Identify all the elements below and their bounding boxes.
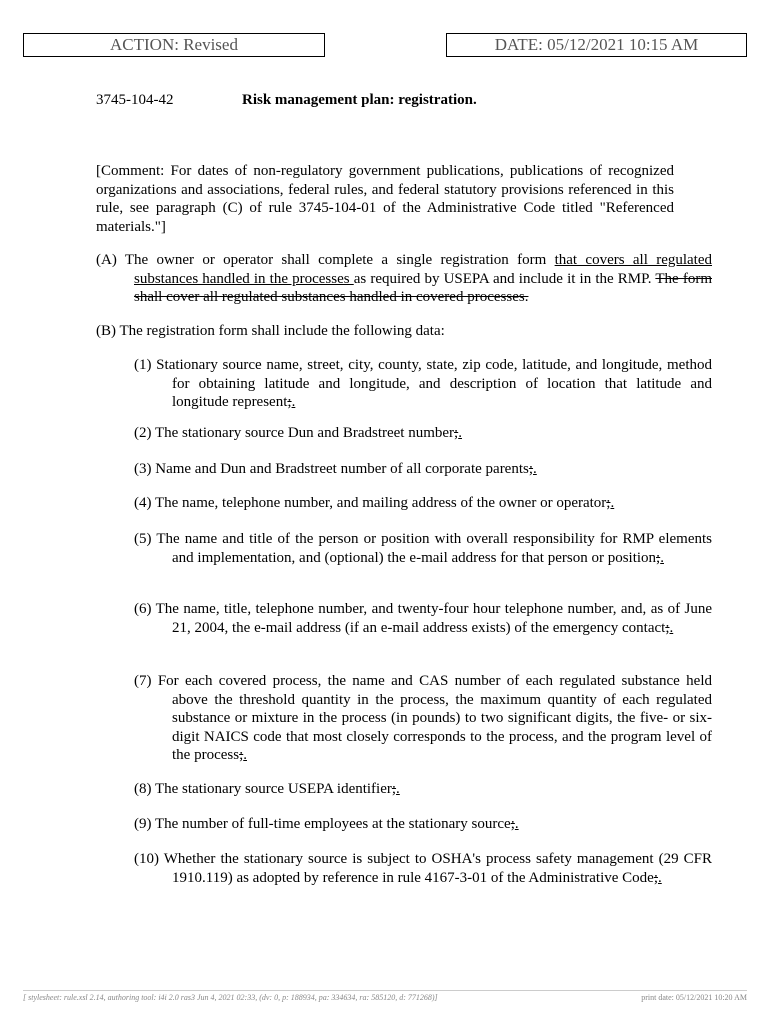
footer-stylesheet-info: [ stylesheet: rule.xsl 2.14, authoring tool: i4i 2.0 ras3 Jun 4, 2021 02:33, (dv: 0, p: 188934, pa: 334634, ra: 585120, d: 771268)] [23, 993, 438, 1002]
footer-print-date: print date: 05/12/2021 10:20 AM [641, 993, 747, 1002]
data-item [134, 600, 712, 637]
data-item-text: (3) Name and Dun and Bradstreet number of all corporate parents [134, 461, 529, 477]
deleted-punctuation: ; [606, 495, 611, 511]
inserted-punctuation: . [533, 461, 537, 477]
deleted-punctuation: ; [510, 816, 515, 832]
data-item [134, 530, 712, 567]
data-item [134, 356, 712, 412]
action-box: ACTION: Revised [23, 33, 325, 57]
data-item-text: (9) The number of full-time employees at the stationary source [134, 816, 511, 832]
data-item-text: (5) The name and title of the person or position with overall responsibility for RMP elements and implementation, and (optional) the e-mail address for that person or position [134, 531, 712, 566]
paragraph-a [96, 251, 712, 307]
paragraph-a-deleted-text: The form shall cover all regulated substances handled in covered processes. [134, 270, 712, 305]
paragraph-a-prefix: (A) The owner or operator shall complete a single registration form [96, 252, 555, 268]
data-item [134, 780, 712, 799]
data-item [134, 424, 712, 443]
inserted-punctuation: . [514, 816, 519, 832]
inserted-punctuation: . [291, 394, 296, 410]
inserted-punctuation: . [669, 619, 674, 636]
data-item-text: (8) The stationary source USEPA identifier [134, 781, 392, 797]
inserted-punctuation: . [396, 781, 400, 797]
paragraph-a-inserted-text: that covers all regulated substances handled in the processes [134, 252, 713, 287]
paragraph-a-middle: as required by USEPA and include it in the RMP. [353, 270, 656, 287]
date-box: DATE: 05/12/2021 10:15 AM [446, 33, 747, 57]
footer-divider [23, 990, 747, 991]
deleted-punctuation: ; [454, 425, 459, 441]
data-item-text: (7) For each covered process, the name and CAS number of each regulated substance held above the threshold quantity in the process, the maximum quantity of each regulated substance or mixture in the process (in pounds) to two significant digits, the five- or six-digit NAICS code that most closely corresponds to the process, and the program level of the process [134, 673, 712, 763]
data-item [134, 850, 712, 887]
rule-number: 3745-104-42 [96, 92, 174, 108]
data-item [134, 460, 712, 479]
data-item [134, 815, 712, 834]
data-item [134, 494, 712, 513]
data-item-text: (2) The stationary source Dun and Bradstreet number [134, 425, 455, 441]
data-item-text: (6) The name, title, telephone number, and twenty-four hour telephone number, and, as of June 21, 2004, the e-mail address (if an e-mail address exists) of the emergency contact [134, 601, 712, 636]
inserted-punctuation: . [610, 495, 615, 511]
data-item-text: (1) Stationary source name, street, city, county, state, zip code, latitude, and longitude, method for obtaining latitude and longitude, and description of location that latitude and longitude represent [134, 357, 712, 410]
deleted-punctuation: ; [239, 747, 244, 763]
deleted-punctuation: ; [391, 781, 397, 797]
data-item-text: (4) The name, telephone number, and mailing address of the owner or operator [134, 495, 607, 511]
deleted-punctuation: ; [653, 869, 658, 886]
paragraph-b: (B) The registration form shall include the following data: [96, 323, 445, 339]
data-item [134, 672, 712, 765]
deleted-punctuation: ; [528, 461, 534, 477]
deleted-punctuation: ; [665, 619, 670, 636]
inserted-punctuation: . [657, 869, 662, 886]
inserted-punctuation: . [458, 425, 462, 441]
inserted-punctuation: . [660, 549, 664, 566]
data-item-text: (10) Whether the stationary source is subject to OSHA's process safety management (29 CFR 1910.119) as adopted by reference in rule 4167-3-01 of the Administrative Code [134, 851, 712, 886]
comment-paragraph: [Comment: For dates of non-regulatory government publications, publications of recognized organizations and associations, federal rules, and federal statutory provisions referenced in this rule, see paragraph (C) of rule 3745-104-01 of the Administrative Code titled "Referenced materials."] [96, 163, 674, 235]
rule-title: Risk management plan: registration. [242, 92, 477, 108]
inserted-punctuation: . [243, 747, 247, 763]
deleted-punctuation: ; [656, 549, 661, 566]
deleted-punctuation: ; [287, 394, 292, 410]
